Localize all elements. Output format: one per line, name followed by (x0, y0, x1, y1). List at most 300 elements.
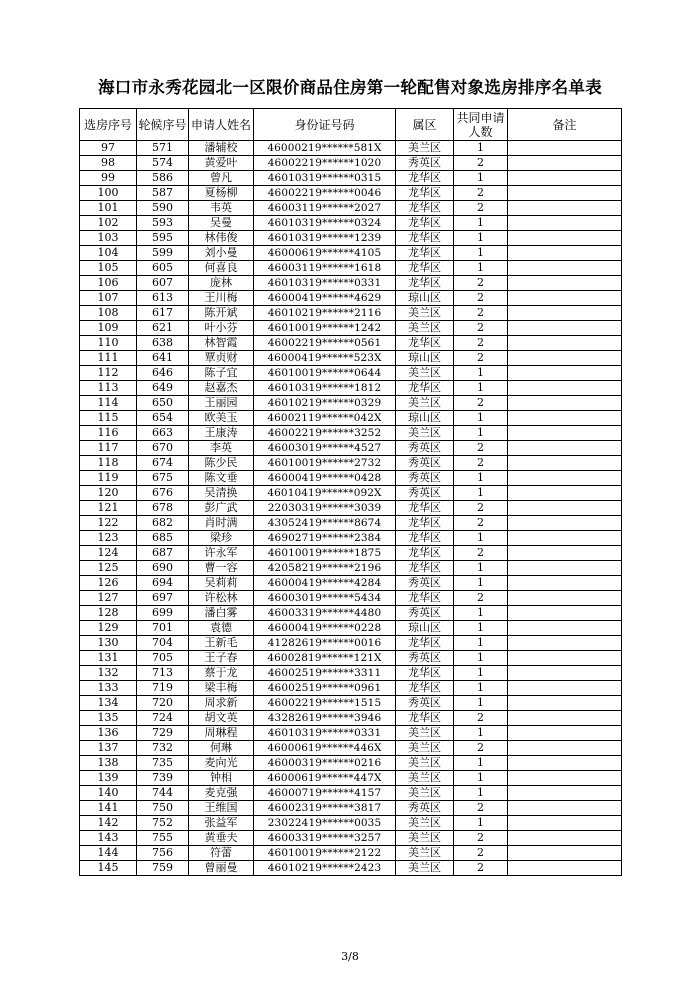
table-row (80, 711, 622, 726)
selection-no-cell: 126 (80, 576, 137, 591)
selection-no-cell: 112 (80, 366, 137, 381)
district-cell: 秀英区 (396, 651, 454, 666)
remarks-cell (508, 276, 622, 291)
queue-no-cell: 663 (137, 426, 189, 441)
selection-no-cell: 124 (80, 546, 137, 561)
district-cell: 龙华区 (396, 591, 454, 606)
remarks-cell (508, 186, 622, 201)
district-cell: 龙华区 (396, 171, 454, 186)
remarks-cell (508, 381, 622, 396)
id-number-cell: 46000419******4284 (254, 576, 396, 591)
co-applicants-cell: 2 (454, 591, 508, 606)
applicant-name-cell: 陈少民 (189, 456, 254, 471)
id-number-cell: 46902719******2384 (254, 531, 396, 546)
queue-no-cell: 646 (137, 366, 189, 381)
applicant-name-cell: 符蕾 (189, 846, 254, 861)
id-number-cell: 46002219******0046 (254, 186, 396, 201)
header-queue-no: 轮候序号 (137, 109, 189, 141)
applicant-name-cell: 吴曼 (189, 216, 254, 231)
selection-no-cell: 107 (80, 291, 137, 306)
remarks-cell (508, 216, 622, 231)
applicant-name-cell: 王康涛 (189, 426, 254, 441)
selection-no-cell: 123 (80, 531, 137, 546)
id-number-cell: 23022419******0035 (254, 816, 396, 831)
remarks-cell (508, 246, 622, 261)
co-applicants-cell: 2 (454, 516, 508, 531)
table-body (80, 141, 622, 876)
district-cell: 龙华区 (396, 276, 454, 291)
table-row (80, 636, 622, 651)
queue-no-cell: 756 (137, 846, 189, 861)
applicant-name-cell: 林伟俊 (189, 231, 254, 246)
selection-no-cell: 132 (80, 666, 137, 681)
co-applicants-cell: 2 (454, 276, 508, 291)
district-cell: 秀英区 (396, 156, 454, 171)
applicant-name-cell: 周求新 (189, 696, 254, 711)
queue-no-cell: 690 (137, 561, 189, 576)
applicant-name-cell: 陈开斌 (189, 306, 254, 321)
remarks-cell (508, 696, 622, 711)
id-number-cell: 46010319******0324 (254, 216, 396, 231)
header-district: 属区 (396, 109, 454, 141)
table-row (80, 696, 622, 711)
district-cell: 琼山区 (396, 411, 454, 426)
district-cell: 龙华区 (396, 381, 454, 396)
id-number-cell: 41282619******0016 (254, 636, 396, 651)
queue-no-cell: 676 (137, 486, 189, 501)
applicant-name-cell: 王维国 (189, 801, 254, 816)
co-applicants-cell: 2 (454, 441, 508, 456)
selection-no-cell: 99 (80, 171, 137, 186)
co-applicants-cell: 2 (454, 846, 508, 861)
selection-no-cell: 110 (80, 336, 137, 351)
id-number-cell: 46000419******4629 (254, 291, 396, 306)
queue-no-cell: 720 (137, 696, 189, 711)
table-row (80, 531, 622, 546)
co-applicants-cell: 1 (454, 816, 508, 831)
district-cell: 美兰区 (396, 306, 454, 321)
co-applicants-cell: 1 (454, 171, 508, 186)
co-applicants-cell: 1 (454, 576, 508, 591)
id-number-cell: 46002219******0561 (254, 336, 396, 351)
co-applicants-cell: 2 (454, 351, 508, 366)
remarks-cell (508, 261, 622, 276)
table-row (80, 576, 622, 591)
table-row (80, 771, 622, 786)
remarks-cell (508, 861, 622, 876)
id-number-cell: 22030319******3039 (254, 501, 396, 516)
remarks-cell (508, 561, 622, 576)
remarks-cell (508, 141, 622, 156)
applicant-name-cell: 曾凡 (189, 171, 254, 186)
district-cell: 秀英区 (396, 801, 454, 816)
remarks-cell (508, 456, 622, 471)
remarks-cell (508, 771, 622, 786)
id-number-cell: 46003019******4527 (254, 441, 396, 456)
co-applicants-cell: 1 (454, 261, 508, 276)
table-row (80, 396, 622, 411)
queue-no-cell: 595 (137, 231, 189, 246)
id-number-cell: 46003119******2027 (254, 201, 396, 216)
remarks-cell (508, 306, 622, 321)
applicant-name-cell: 许松林 (189, 591, 254, 606)
district-cell: 龙华区 (396, 546, 454, 561)
remarks-cell (508, 786, 622, 801)
remarks-cell (508, 801, 622, 816)
co-applicants-cell: 2 (454, 711, 508, 726)
district-cell: 龙华区 (396, 261, 454, 276)
table-row (80, 561, 622, 576)
id-number-cell: 46003019******5434 (254, 591, 396, 606)
selection-no-cell: 141 (80, 801, 137, 816)
applicant-name-cell: 何琳 (189, 741, 254, 756)
applicant-name-cell: 黄爱叶 (189, 156, 254, 171)
applicant-name-cell: 王丽园 (189, 396, 254, 411)
district-cell: 龙华区 (396, 216, 454, 231)
co-applicants-cell: 1 (454, 246, 508, 261)
table-row (80, 516, 622, 531)
co-applicants-cell: 2 (454, 156, 508, 171)
co-applicants-cell: 1 (454, 231, 508, 246)
selection-no-cell: 145 (80, 861, 137, 876)
id-number-cell: 46000619******4105 (254, 246, 396, 261)
co-applicants-cell: 1 (454, 531, 508, 546)
district-cell: 秀英区 (396, 606, 454, 621)
id-number-cell: 46002319******3817 (254, 801, 396, 816)
selection-no-cell: 133 (80, 681, 137, 696)
applicant-name-cell: 何喜良 (189, 261, 254, 276)
district-cell: 美兰区 (396, 141, 454, 156)
id-number-cell: 46000619******447X (254, 771, 396, 786)
queue-no-cell: 649 (137, 381, 189, 396)
id-number-cell: 46010419******092X (254, 486, 396, 501)
table-row (80, 621, 622, 636)
table-row (80, 276, 622, 291)
selection-no-cell: 143 (80, 831, 137, 846)
co-applicants-cell: 1 (454, 621, 508, 636)
remarks-cell (508, 636, 622, 651)
queue-no-cell: 750 (137, 801, 189, 816)
selection-no-cell: 135 (80, 711, 137, 726)
id-number-cell: 46010219******0329 (254, 396, 396, 411)
applicant-name-cell: 麦向光 (189, 756, 254, 771)
id-number-cell: 46010319******1239 (254, 231, 396, 246)
table-row (80, 336, 622, 351)
remarks-cell (508, 351, 622, 366)
queue-no-cell: 701 (137, 621, 189, 636)
allocation-table (79, 108, 622, 876)
remarks-cell (508, 846, 622, 861)
remarks-cell (508, 321, 622, 336)
applicant-name-cell: 庞林 (189, 276, 254, 291)
id-number-cell: 46010019******2732 (254, 456, 396, 471)
remarks-cell (508, 816, 622, 831)
id-number-cell: 46002219******1515 (254, 696, 396, 711)
id-number-cell: 46000219******581X (254, 141, 396, 156)
table-row (80, 861, 622, 876)
applicant-name-cell: 梁珍 (189, 531, 254, 546)
district-cell: 美兰区 (396, 786, 454, 801)
header-selection-no: 选房序号 (80, 109, 137, 141)
table-row (80, 801, 622, 816)
co-applicants-cell: 2 (454, 831, 508, 846)
applicant-name-cell: 李英 (189, 441, 254, 456)
id-number-cell: 46003319******3257 (254, 831, 396, 846)
queue-no-cell: 605 (137, 261, 189, 276)
applicant-name-cell: 刘小曼 (189, 246, 254, 261)
applicant-name-cell: 曾丽曼 (189, 861, 254, 876)
selection-no-cell: 102 (80, 216, 137, 231)
id-number-cell: 46010319******0315 (254, 171, 396, 186)
header-applicant-name: 申请人姓名 (189, 109, 254, 141)
table-row (80, 366, 622, 381)
queue-no-cell: 687 (137, 546, 189, 561)
queue-no-cell: 638 (137, 336, 189, 351)
selection-no-cell: 109 (80, 321, 137, 336)
selection-no-cell: 121 (80, 501, 137, 516)
applicant-name-cell: 胡文英 (189, 711, 254, 726)
selection-no-cell: 125 (80, 561, 137, 576)
applicant-name-cell: 潘白雾 (189, 606, 254, 621)
table-row (80, 141, 622, 156)
district-cell: 龙华区 (396, 201, 454, 216)
co-applicants-cell: 1 (454, 786, 508, 801)
co-applicants-cell: 2 (454, 336, 508, 351)
remarks-cell (508, 666, 622, 681)
id-number-cell: 46003319******4480 (254, 606, 396, 621)
table-header-row (80, 109, 622, 141)
queue-no-cell: 607 (137, 276, 189, 291)
applicant-name-cell: 周琳程 (189, 726, 254, 741)
remarks-cell (508, 486, 622, 501)
table-row (80, 591, 622, 606)
selection-no-cell: 130 (80, 636, 137, 651)
queue-no-cell: 719 (137, 681, 189, 696)
co-applicants-cell: 1 (454, 216, 508, 231)
district-cell: 琼山区 (396, 351, 454, 366)
id-number-cell: 46010319******0331 (254, 276, 396, 291)
id-number-cell: 46010319******0331 (254, 726, 396, 741)
selection-no-cell: 144 (80, 846, 137, 861)
id-number-cell: 46002119******042X (254, 411, 396, 426)
selection-no-cell: 140 (80, 786, 137, 801)
table-row (80, 261, 622, 276)
id-number-cell: 43282619******3946 (254, 711, 396, 726)
queue-no-cell: 735 (137, 756, 189, 771)
selection-no-cell: 119 (80, 471, 137, 486)
id-number-cell: 46002219******1020 (254, 156, 396, 171)
queue-no-cell: 724 (137, 711, 189, 726)
table-row (80, 201, 622, 216)
applicant-name-cell: 夏杨柳 (189, 186, 254, 201)
applicant-name-cell: 陈子宜 (189, 366, 254, 381)
table-row (80, 411, 622, 426)
co-applicants-cell: 1 (454, 756, 508, 771)
applicant-name-cell: 吴莉莉 (189, 576, 254, 591)
table-row (80, 156, 622, 171)
table-row (80, 471, 622, 486)
table-row (80, 816, 622, 831)
queue-no-cell: 752 (137, 816, 189, 831)
id-number-cell: 46010219******2116 (254, 306, 396, 321)
id-number-cell: 46000419******523X (254, 351, 396, 366)
queue-no-cell: 697 (137, 591, 189, 606)
co-applicants-cell: 1 (454, 141, 508, 156)
district-cell: 美兰区 (396, 756, 454, 771)
district-cell: 龙华区 (396, 666, 454, 681)
table-row (80, 441, 622, 456)
remarks-cell (508, 726, 622, 741)
applicant-name-cell: 张益军 (189, 816, 254, 831)
remarks-cell (508, 441, 622, 456)
id-number-cell: 46010019******0644 (254, 366, 396, 381)
queue-no-cell: 704 (137, 636, 189, 651)
applicant-name-cell: 麦克强 (189, 786, 254, 801)
id-number-cell: 46002519******3311 (254, 666, 396, 681)
remarks-cell (508, 831, 622, 846)
queue-no-cell: 590 (137, 201, 189, 216)
co-applicants-cell: 2 (454, 801, 508, 816)
remarks-cell (508, 396, 622, 411)
district-cell: 龙华区 (396, 636, 454, 651)
id-number-cell: 46000719******4157 (254, 786, 396, 801)
co-applicants-cell: 1 (454, 486, 508, 501)
queue-no-cell: 593 (137, 216, 189, 231)
id-number-cell: 46003119******1618 (254, 261, 396, 276)
selection-no-cell: 106 (80, 276, 137, 291)
queue-no-cell: 621 (137, 321, 189, 336)
remarks-cell (508, 651, 622, 666)
district-cell: 美兰区 (396, 396, 454, 411)
co-applicants-cell: 1 (454, 381, 508, 396)
table-row (80, 546, 622, 561)
remarks-cell (508, 366, 622, 381)
selection-no-cell: 138 (80, 756, 137, 771)
remarks-cell (508, 411, 622, 426)
applicant-name-cell: 许永军 (189, 546, 254, 561)
id-number-cell: 46002219******3252 (254, 426, 396, 441)
co-applicants-cell: 1 (454, 651, 508, 666)
selection-no-cell: 117 (80, 441, 137, 456)
id-number-cell: 46010019******1242 (254, 321, 396, 336)
selection-no-cell: 120 (80, 486, 137, 501)
table-row (80, 846, 622, 861)
id-number-cell: 43052419******8674 (254, 516, 396, 531)
queue-no-cell: 729 (137, 726, 189, 741)
selection-no-cell: 129 (80, 621, 137, 636)
applicant-name-cell: 袁德 (189, 621, 254, 636)
table-row (80, 306, 622, 321)
remarks-cell (508, 201, 622, 216)
co-applicants-cell: 1 (454, 681, 508, 696)
queue-no-cell: 571 (137, 141, 189, 156)
queue-no-cell: 705 (137, 651, 189, 666)
co-applicants-cell: 1 (454, 696, 508, 711)
district-cell: 美兰区 (396, 846, 454, 861)
district-cell: 秀英区 (396, 471, 454, 486)
selection-no-cell: 139 (80, 771, 137, 786)
table-row (80, 741, 622, 756)
selection-no-cell: 142 (80, 816, 137, 831)
applicant-name-cell: 欧美玉 (189, 411, 254, 426)
selection-no-cell: 105 (80, 261, 137, 276)
district-cell: 美兰区 (396, 861, 454, 876)
selection-no-cell: 136 (80, 726, 137, 741)
applicant-name-cell: 陈文垂 (189, 471, 254, 486)
applicant-name-cell: 钟相 (189, 771, 254, 786)
table-row (80, 186, 622, 201)
id-number-cell: 46000419******0428 (254, 471, 396, 486)
co-applicants-cell: 2 (454, 456, 508, 471)
selection-no-cell: 122 (80, 516, 137, 531)
queue-no-cell: 694 (137, 576, 189, 591)
table-row (80, 246, 622, 261)
queue-no-cell: 678 (137, 501, 189, 516)
remarks-cell (508, 501, 622, 516)
applicant-name-cell: 曹一容 (189, 561, 254, 576)
co-applicants-cell: 1 (454, 606, 508, 621)
district-cell: 琼山区 (396, 621, 454, 636)
table-row (80, 666, 622, 681)
selection-no-cell: 101 (80, 201, 137, 216)
remarks-cell (508, 516, 622, 531)
selection-no-cell: 100 (80, 186, 137, 201)
id-number-cell: 46000319******0216 (254, 756, 396, 771)
co-applicants-cell: 2 (454, 861, 508, 876)
selection-no-cell: 134 (80, 696, 137, 711)
queue-no-cell: 732 (137, 741, 189, 756)
remarks-cell (508, 621, 622, 636)
remarks-cell (508, 576, 622, 591)
queue-no-cell: 739 (137, 771, 189, 786)
queue-no-cell: 755 (137, 831, 189, 846)
selection-no-cell: 137 (80, 741, 137, 756)
co-applicants-cell: 2 (454, 741, 508, 756)
table-row (80, 501, 622, 516)
table-row (80, 786, 622, 801)
district-cell: 美兰区 (396, 771, 454, 786)
queue-no-cell: 586 (137, 171, 189, 186)
queue-no-cell: 685 (137, 531, 189, 546)
co-applicants-cell: 2 (454, 321, 508, 336)
table-row (80, 351, 622, 366)
applicant-name-cell: 黄垂夫 (189, 831, 254, 846)
queue-no-cell: 650 (137, 396, 189, 411)
district-cell: 琼山区 (396, 291, 454, 306)
selection-no-cell: 118 (80, 456, 137, 471)
applicant-name-cell: 韦英 (189, 201, 254, 216)
table-row (80, 291, 622, 306)
selection-no-cell: 128 (80, 606, 137, 621)
page-number: 3/8 (341, 950, 359, 963)
table-row (80, 321, 622, 336)
queue-no-cell: 574 (137, 156, 189, 171)
applicant-name-cell: 梁丰梅 (189, 681, 254, 696)
table-row (80, 681, 622, 696)
selection-no-cell: 111 (80, 351, 137, 366)
header-id-number: 身份证号码 (254, 109, 396, 141)
district-cell: 美兰区 (396, 366, 454, 381)
co-applicants-cell: 1 (454, 561, 508, 576)
co-applicants-cell: 1 (454, 726, 508, 741)
queue-no-cell: 744 (137, 786, 189, 801)
id-number-cell: 46002819******121X (254, 651, 396, 666)
selection-no-cell: 115 (80, 411, 137, 426)
selection-no-cell: 116 (80, 426, 137, 441)
applicant-name-cell: 蔡于龙 (189, 666, 254, 681)
applicant-name-cell: 潘辅校 (189, 141, 254, 156)
remarks-cell (508, 336, 622, 351)
